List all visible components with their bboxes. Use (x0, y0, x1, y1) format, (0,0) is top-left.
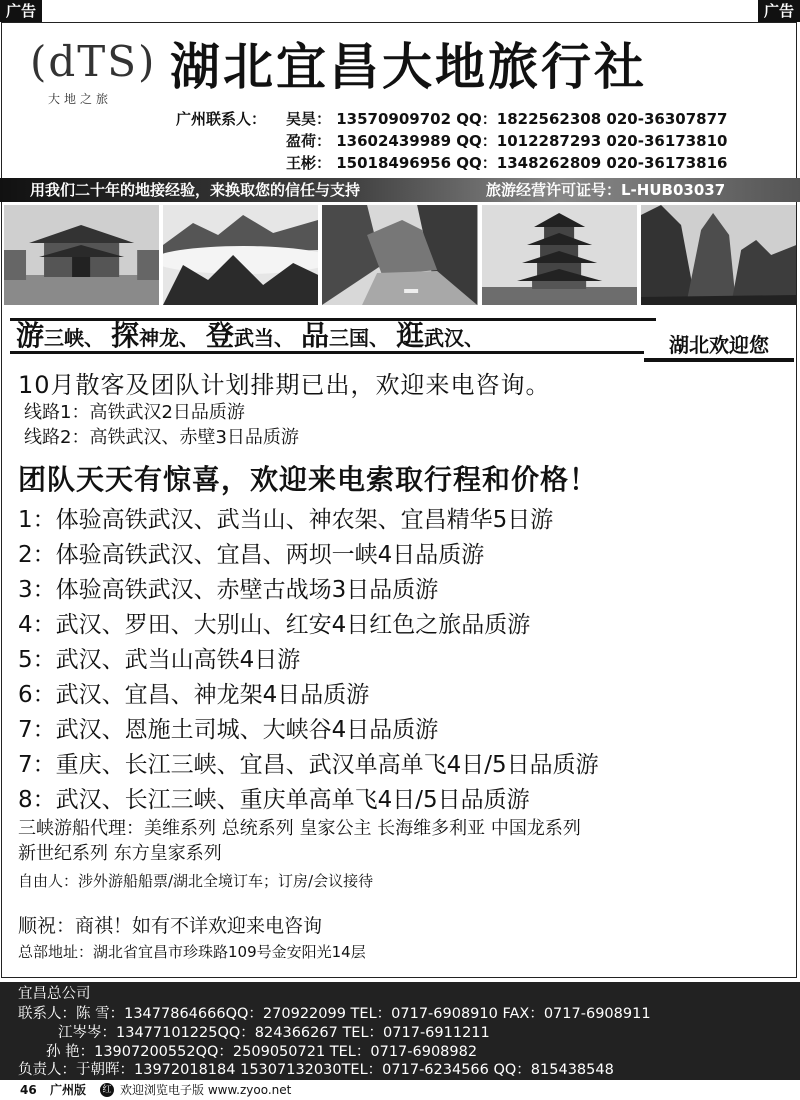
route-item: 8：武汉、长江三峡、重庆单高单飞4日/5日品质游 (18, 787, 530, 813)
contact-mobile: 15018496956 (336, 154, 452, 172)
edition: 广州版 (50, 1083, 87, 1097)
footer-company: 宜昌总公司 (18, 986, 91, 1002)
route-item: 4：武汉、罗田、大别山、红安4日红色之旅品质游 (18, 612, 531, 638)
route-item: 5：武汉、武当山高铁4日游 (18, 647, 301, 673)
footer-row-4: 负责人：于朝晖：13972018184 15307132030TEL：0717-6234566 QQ：815438548 (18, 1062, 614, 1078)
slogan-verb: 品 (300, 319, 329, 352)
footer-row-3: 孙 艳：13907200552QQ：2509050721 TEL：0717-6908982 (46, 1044, 478, 1060)
logo-mark: (dTS) (30, 37, 157, 86)
slogan-place: 三国、 (328, 326, 389, 350)
page-footer (0, 1080, 800, 1100)
ad-label-left: 广告 (0, 0, 42, 22)
slogan-verb: 游 (16, 319, 45, 352)
contact-name: 吴昊： (286, 110, 332, 128)
photo-strip (4, 205, 796, 305)
contact-qq: QQ：1012287293 (456, 132, 602, 150)
misty-mountains-photo (163, 205, 318, 305)
contact-row (176, 152, 727, 174)
cruise-line-1: 三峡游船代理：美维系列 总统系列 皇家公主 长海维多利亚 中国龙系列 (18, 818, 581, 839)
route-item: 1：体验高铁武汉、武当山、神农架、宜昌精华5日游 (18, 507, 554, 533)
yichang-footer (0, 982, 800, 1080)
slogan-place: 武汉、 (423, 326, 484, 350)
slogan-band (10, 318, 656, 354)
contact-tel: 020-36173810 (606, 132, 728, 150)
logo-text: 大地之旅 (47, 92, 112, 106)
contact-row (176, 130, 727, 152)
route-item: 6：武汉、宜昌、神龙架4日品质游 (18, 682, 370, 708)
website-link[interactable]: 欢迎浏览电子版 www.zyoo.net (120, 1083, 292, 1097)
contact-mobile: 13602439989 (336, 132, 452, 150)
license-number: 旅游经营许可证号：L-HUB03037 (486, 181, 726, 199)
contact-tel: 020-36173816 (606, 154, 728, 172)
cruise-agency (18, 816, 581, 866)
route-item: 7：武汉、恩施土司城、大峡谷4日品质游 (18, 717, 439, 743)
footer-row-1: 联系人：陈 雪：13477864666QQ：270922099 TEL：0717-6908910 FAX：0717-6908911 (18, 1006, 651, 1022)
slogan-place: 神龙、 (139, 326, 199, 350)
short-route-1: 线路1：高铁武汉2日品质游 (24, 402, 245, 423)
slogan-verb: 登 (205, 319, 234, 352)
experience-banner (0, 178, 800, 202)
destination-slogan (0, 312, 800, 360)
contact-qq: QQ：1822562308 (456, 110, 602, 128)
red-badge-icon: 红 (100, 1083, 114, 1097)
short-route-2: 线路2：高铁武汉、赤壁3日品质游 (24, 427, 299, 448)
contacts-label: 广州联系人： (176, 110, 267, 128)
guangzhou-contacts (176, 108, 727, 174)
slogan-place: 三峡、 (44, 326, 105, 350)
route-item: 3：体验高铁武汉、赤壁古战场3日品质游 (18, 577, 439, 603)
welcome-hubei: 湖北欢迎您 (644, 330, 794, 362)
banner-slogan: 用我们二十年的地接经验，来换取您的信任与支持 (30, 181, 361, 199)
contact-mobile: 13570909702 (336, 110, 452, 128)
footer-row-2: 江岑岑：13477101225QQ：824366267 TEL：0717-6911211 (58, 1025, 490, 1041)
slogan-verb: 探 (110, 319, 139, 352)
contact-row (176, 108, 727, 130)
team-headline: 团队天天有惊喜，欢迎来电索取行程和价格！ (18, 463, 599, 496)
greeting: 顺祝：商祺！如有不详欢迎来电咨询 (18, 915, 323, 937)
temple-photo (4, 205, 159, 305)
page-number: 46 (20, 1083, 37, 1097)
contact-tel: 020-36307877 (606, 110, 728, 128)
dts-logo (30, 37, 157, 107)
contact-name: 王彬： (286, 154, 332, 172)
agency-name: 湖北宜昌大地旅行社 (170, 38, 647, 96)
route-list (18, 503, 599, 818)
slogan-place: 武当、 (233, 326, 294, 350)
schedule-headline: 10月散客及团队计划排期已出，欢迎来电咨询。 (18, 371, 551, 399)
cliff-peaks-photo (641, 205, 796, 305)
ad-label-right: 广告 (758, 0, 800, 22)
gorge-river-photo (322, 205, 477, 305)
contact-name: 盈荷： (286, 132, 332, 150)
route-item: 7：重庆、长江三峡、宜昌、武汉单高单飞4日/5日品质游 (18, 752, 599, 778)
free-travel: 自由人：涉外游船船票/湖北全境订车；订房/会议接待 (18, 872, 374, 890)
yellow-crane-tower-photo (482, 205, 637, 305)
hq-address: 总部地址：湖北省宜昌市珍珠路109号金安阳光14层 (18, 943, 366, 961)
route-item: 2：体验高铁武汉、宜昌、两坝一峡4日品质游 (18, 542, 485, 568)
contact-qq: QQ：1348262809 (456, 154, 602, 172)
cruise-line-2: 新世纪系列 东方皇家系列 (18, 843, 222, 864)
slogan-verb: 逛 (395, 319, 424, 352)
